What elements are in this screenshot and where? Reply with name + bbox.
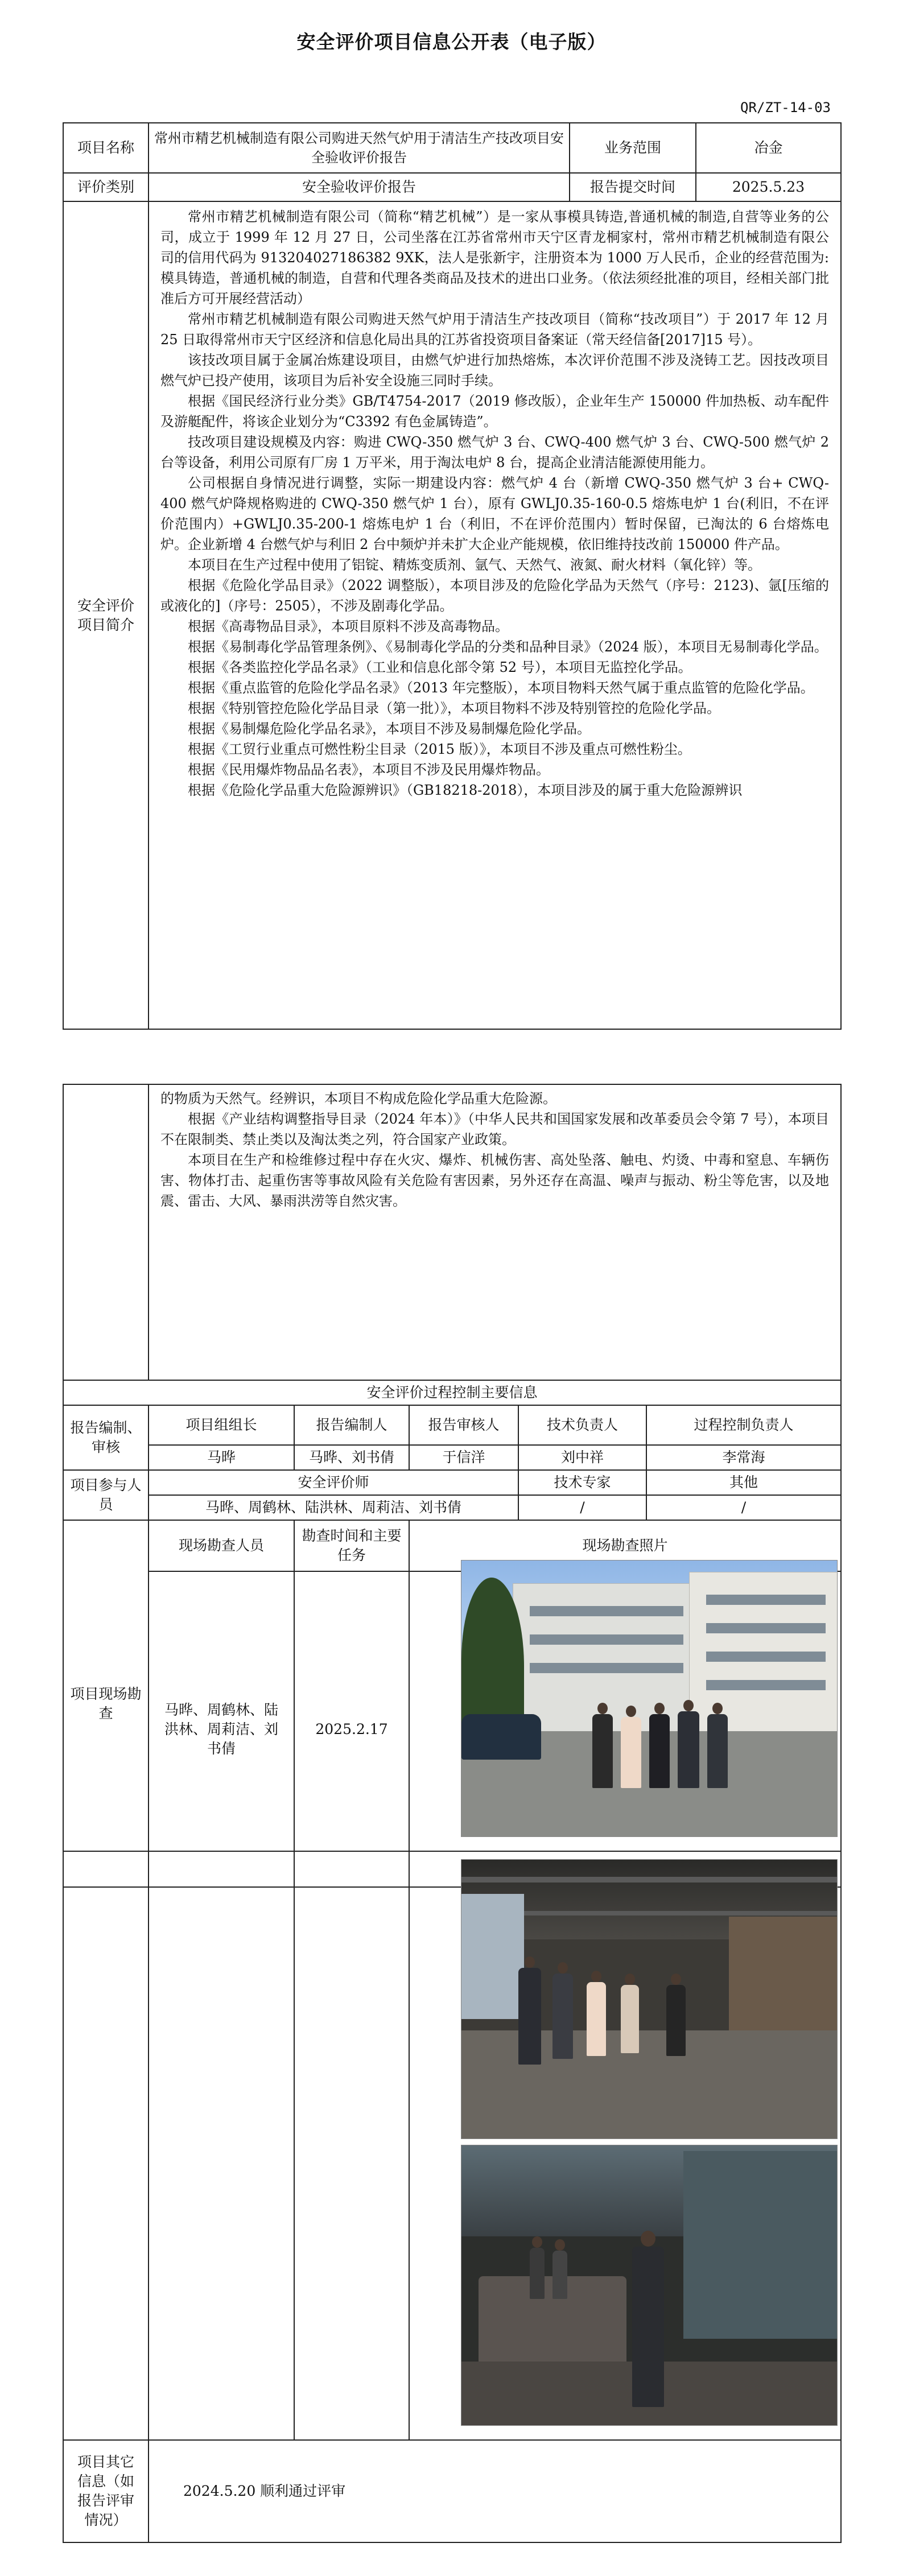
intro-paragraph: 本项目在生产过程中使用了铝锭、精炼变质剂、氩气、天然气、液氮、耐火材料（氧化锌）等。 bbox=[188, 557, 761, 573]
intro-paragraphs bbox=[160, 207, 829, 800]
intro-paragraph: 根据《高毒物品目录》，本项目原料不涉及高毒物品。 bbox=[188, 618, 509, 634]
header-tech-expert: 技术专家 bbox=[518, 1470, 646, 1495]
value-tech-expert: / bbox=[518, 1495, 646, 1520]
survey-people: 马晔、周鹤林、陆洪林、周莉洁、刘书倩 bbox=[149, 1571, 294, 1887]
participants-label: 项目参与人员 bbox=[63, 1470, 149, 1520]
submit-time-value: 2025.5.23 bbox=[696, 173, 841, 201]
intro-paragraph: 本项目在生产和检维修过程中存在火灾、爆炸、机械伤害、高处坠落、触电、灼烫、中毒和窒息、车辆伤害、物体打击、起重伤害等事故风险有关危险有害因素，另外还存在高温、噪声与振动、粉尘等危害，以及地震、雷击、大风、暴雨洪涝等自然灾害。 bbox=[160, 1152, 830, 1209]
intro-cont-line: 的物质为天然气。经辨识，本项目不构成危险化学品重大危险源。 bbox=[160, 1091, 556, 1107]
report-label: 报告编制、审核 bbox=[63, 1405, 149, 1470]
header-process-lead: 过程控制负责人 bbox=[646, 1405, 841, 1445]
intro-paragraph: 根据《重点监管的危险化学品名录》（2013 年完整版），本项目物料天然气属于重点监管的危险化学品。 bbox=[188, 680, 814, 696]
blank-cell-3 bbox=[294, 1851, 409, 2440]
project-info-table bbox=[63, 122, 842, 1030]
intro-paragraph: 根据《工贸行业重点可燃性粉尘目录（2015 版）》，本项目不涉及重点可燃性粉尘。 bbox=[188, 741, 691, 757]
intro-label: 安全评价项目简介 bbox=[63, 201, 149, 1029]
survey-date: 2025.2.17 bbox=[294, 1571, 409, 1887]
header-tech-lead: 技术负责人 bbox=[518, 1405, 646, 1445]
intro-paragraph: 技改项目建设规模及内容：购进 CWQ-350 燃气炉 3 台、CWQ-400 燃气炉 3 台、CWQ-500 燃气炉 2 台等设备，利用公司原有厂房 1 万平米，用于淘汰电炉 8 台，提高企业清洁能源使用能力。 bbox=[160, 434, 829, 470]
header-survey-photos: 现场勘查照片 bbox=[409, 1520, 841, 1571]
header-team-leader: 项目组组长 bbox=[149, 1405, 294, 1445]
category-value: 安全验收评价报告 bbox=[149, 173, 570, 201]
intro-content bbox=[149, 201, 841, 1029]
header-survey-people: 现场勘查人员 bbox=[149, 1520, 294, 1571]
value-other: / bbox=[646, 1495, 841, 1520]
intro-paragraph: 根据《易制爆危险化学品名录》，本项目不涉及易制爆危险化学品。 bbox=[188, 721, 591, 737]
project-name-value: 常州市精艺机械制造有限公司购进天然气炉用于清洁生产技改项目安全验收评价报告 bbox=[149, 123, 570, 173]
category-label: 评价类别 bbox=[63, 173, 149, 201]
intro-paragraph: 常州市精艺机械制造有限公司购进天然气炉用于清洁生产技改项目（简称“技改项目”）于 2017 年 12 月 25 日取得常州市天宁区经济和信息化局出具的江苏省投资项目备案证（常天经信备[2017]15 号）。 bbox=[160, 311, 829, 348]
project-name-label: 项目名称 bbox=[63, 123, 149, 173]
intro-paragraph: 根据《特别管控危险化学品目录（第一批）》，本项目物料不涉及特别管控的危险化学品。 bbox=[188, 700, 720, 716]
value-reviewer: 于信洋 bbox=[409, 1445, 518, 1470]
intro-paragraph: 根据《危险化学品重大危险源辨识》（GB18218-2018），本项目涉及的属于重大危险源辨识 bbox=[188, 782, 743, 798]
value-safety-assessor: 马晔、周鹤林、陆洪林、周莉洁、刘书倩 bbox=[149, 1495, 518, 1520]
intro-paragraph: 根据《产业结构调整指导目录（2024 年本）》（中华人民共和国国家发展和改革委员会令第 7 号），本项目不在限制类、禁止类以及淘汰类之列，符合国家产业政策。 bbox=[160, 1111, 830, 1147]
survey-label: 项目现场勘查 bbox=[63, 1520, 149, 1887]
value-team-leader: 马晔 bbox=[149, 1445, 294, 1470]
other-info-value: 2024.5.20 顺利通过评审 bbox=[149, 2440, 841, 2542]
intro-paragraph: 根据《国民经济行业分类》GB/T4754-2017（2019 修改版），企业年生产 150000 件加热板、动车配件及游艇配件，将该企业划分为“C3392 有色金属铸造”。 bbox=[160, 393, 829, 430]
intro-paragraphs-cont bbox=[160, 1109, 829, 1211]
value-tech-lead: 刘中祥 bbox=[518, 1445, 646, 1470]
intro-paragraph: 该技改项目属于金属冶炼建设项目，由燃气炉进行加热熔炼，本次评价范围不涉及浇铸工艺。因技改项目燃气炉已投产使用，该项目为后补安全设施三同时手续。 bbox=[160, 352, 829, 389]
intro-paragraph: 根据《各类监控化学品名录》（工业和信息化部令第 52 号），本项目无监控化学品。 bbox=[188, 659, 692, 675]
furnace-photo bbox=[461, 2145, 838, 2426]
submit-time-label: 报告提交时间 bbox=[570, 173, 696, 201]
scope-value: 冶金 bbox=[696, 123, 841, 173]
other-info-label: 项目其它信息（如报告评审情况） bbox=[63, 2440, 149, 2542]
process-section-title: 安全评价过程控制主要信息 bbox=[63, 1380, 841, 1405]
intro-content-cont bbox=[149, 1084, 841, 1380]
intro-paragraph: 根据《民用爆炸物品品名表》，本项目不涉及民用爆炸物品。 bbox=[188, 762, 550, 778]
header-compiler: 报告编制人 bbox=[294, 1405, 409, 1445]
building-exterior-photo bbox=[461, 1560, 838, 1837]
header-safety-assessor: 安全评价师 bbox=[149, 1470, 518, 1495]
blank-cell-2 bbox=[149, 1851, 294, 2440]
value-compiler: 马晔、刘书倩 bbox=[294, 1445, 409, 1470]
intro-paragraph: 常州市精艺机械制造有限公司（简称“精艺机械”）是一家从事模具铸造,普通机械的制造,自营等业务的公司，成立于 1999 年 12 月 27 日，公司坐落在江苏省常州市天宁区青龙桐家村，常州市精艺机械制造有限公司的信用代码为 913204027186382 9XK，法人是张新宇，注册资本为 1000 万人民币，企业的经营范围为:模具铸造，普通机械的制造，自营和代理各类商品及技术的进出口业务。（依法须经批准的项目，经相关部门批准后方可开展经营活动） bbox=[160, 209, 829, 307]
workshop-photo bbox=[461, 1859, 838, 2139]
intro-label-cont bbox=[63, 1084, 149, 1380]
scope-label: 业务范围 bbox=[570, 123, 696, 173]
header-reviewer: 报告审核人 bbox=[409, 1405, 518, 1445]
document-number: QR/ZT-14-03 bbox=[740, 100, 831, 115]
intro-paragraph: 根据《危险化学品目录》（2022 调整版），本项目涉及的危险化学品为天然气（序号：2123)、氩[压缩的或液化的]（序号：2505），不涉及剧毒化学品。 bbox=[160, 577, 829, 614]
page-title: 安全评价项目信息公开表（电子版） bbox=[296, 31, 607, 53]
value-process-lead: 李常海 bbox=[646, 1445, 841, 1470]
header-survey-time: 勘查时间和主要任务 bbox=[294, 1520, 409, 1571]
intro-paragraph: 根据《易制毒化学品管理条例》、《易制毒化学品的分类和品种目录》（2024 版），本项目无易制毒化学品。 bbox=[188, 639, 828, 655]
intro-paragraph: 公司根据自身情况进行调整，实际一期建设内容：燃气炉 4 台（新增 CWQ-350 燃气炉 3 台+ CWQ-400 燃气炉降规格购进的 CWQ-350 燃气炉 1 台），原有 GWLJ0.35-160-0.5 熔炼电炉 1 台(利旧，不在评价范围内）+GWLJ0.35-200-1 熔炼电炉 1 台（利旧，不在评价范围内）暂时保留，已淘汰的 6 台熔炼电炉。企业新增 4 台燃气炉与利旧 2 台中频炉并未扩大企业产能规模，依旧维持技改前 150000 件产品。 bbox=[160, 475, 829, 552]
header-other: 其他 bbox=[646, 1470, 841, 1495]
blank-cell-1 bbox=[63, 1851, 149, 2440]
